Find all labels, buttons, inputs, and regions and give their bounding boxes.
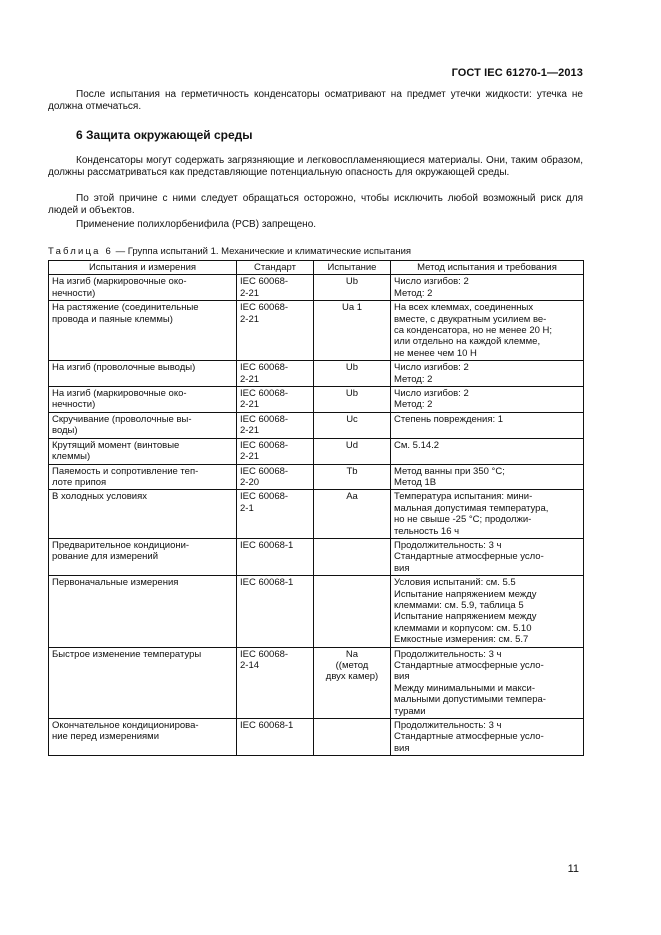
test-name-cell: Предварительное кондициони- рование для измерений xyxy=(49,538,237,575)
standard-cell: IEC 60068- 2-1 xyxy=(237,490,314,539)
test-name-cell: На растяжение (соединительные провода и паяные клеммы) xyxy=(49,301,237,361)
method-cell: См. 5.14.2 xyxy=(391,438,584,464)
test-name-cell: Паяемость и сопротивление теп- лоте припоя xyxy=(49,464,237,490)
test-name-cell: В холодных условиях xyxy=(49,490,237,539)
method-cell: Условия испытаний: см. 5.5 Испытание напряжением между клеммами: см. 5.9, таблица 5 Испытание напряжением между клеммами и корпусом: см. 5.10 Емкостные измерения: см. 5.7 xyxy=(391,576,584,647)
paragraph-leak-inspection: После испытания на герметичность конденсаторы осматривают на предмет утечки жидкости: утечка не должна отмечаться. xyxy=(48,89,583,112)
standard-cell: IEC 60068- 2-21 xyxy=(237,301,314,361)
table-caption-prefix: Таблица 6 xyxy=(48,246,113,257)
paragraph-hazard: Конденсаторы могут содержать загрязняющие и легковоспламеняющиеся материалы. Они, таким образом, должны рассматриваться как представляющие потенциальную опасность для окружающей среды. xyxy=(48,155,583,178)
table-row xyxy=(49,275,584,301)
standard-cell: IEC 60068- 2-21 xyxy=(237,387,314,413)
document-code-header: ГОСТ IEC 61270-1—2013 xyxy=(451,67,583,79)
test-code-cell: Ua 1 xyxy=(314,301,391,361)
test-name-cell: Первоначальные измерения xyxy=(49,576,237,647)
standard-cell: IEC 60068-1 xyxy=(237,719,314,756)
table-caption xyxy=(48,246,411,257)
standard-cell: IEC 60068-1 xyxy=(237,576,314,647)
test-code-cell: Na ((метод двух камер) xyxy=(314,647,391,718)
table-row xyxy=(49,301,584,361)
standard-cell: IEC 60068- 2-21 xyxy=(237,438,314,464)
method-cell: На всех клеммах, соединенных вместе, с двукратным усилием ве- са конденсатора, но не менее 20 Н; или отдельно на каждой клемме, не менее чем 10 Н xyxy=(391,301,584,361)
table-row xyxy=(49,719,584,756)
header-tests: Испытания и измерения xyxy=(49,261,237,275)
standard-cell: IEC 60068- 2-21 xyxy=(237,361,314,387)
test-name-cell: Крутящий момент (винтовые клеммы) xyxy=(49,438,237,464)
standard-cell: IEC 60068-1 xyxy=(237,538,314,575)
header-method: Метод испытания и требования xyxy=(391,261,584,275)
method-cell: Метод ванны при 350 °C; Метод 1В xyxy=(391,464,584,490)
test-code-cell: Aa xyxy=(314,490,391,539)
standard-cell: IEC 60068- 2-21 xyxy=(237,412,314,438)
test-code-cell xyxy=(314,538,391,575)
section-title: 6 Защита окружающей среды xyxy=(76,128,253,142)
test-name-cell: Окончательное кондиционирова- ние перед измерениями xyxy=(49,719,237,756)
standard-cell: IEC 60068- 2-14 xyxy=(237,647,314,718)
table-row xyxy=(49,438,584,464)
page-number: 11 xyxy=(567,863,579,875)
test-group-table xyxy=(48,260,584,756)
test-code-cell: Ud xyxy=(314,438,391,464)
header-standard: Стандарт xyxy=(237,261,314,275)
method-cell: Число изгибов: 2 Метод: 2 xyxy=(391,361,584,387)
table-row xyxy=(49,361,584,387)
table-row xyxy=(49,647,584,718)
test-code-cell: Ub xyxy=(314,361,391,387)
standard-cell: IEC 60068- 2-20 xyxy=(237,464,314,490)
paragraph-caution: По этой причине с ними следует обращаться осторожно, чтобы исключить любой возможный риск для людей и объектов. xyxy=(48,193,583,216)
test-code-cell: Ub xyxy=(314,387,391,413)
test-name-cell: На изгиб (маркировочные око- нечности) xyxy=(49,275,237,301)
test-name-cell: Скручивание (проволочные вы- воды) xyxy=(49,412,237,438)
table-row xyxy=(49,412,584,438)
header-test-code: Испытание xyxy=(314,261,391,275)
method-cell: Число изгибов: 2 Метод: 2 xyxy=(391,387,584,413)
test-name-cell: Быстрое изменение температуры xyxy=(49,647,237,718)
table-row xyxy=(49,387,584,413)
method-cell: Температура испытания: мини- мальная допустимая температура, но не свыше -25 °C; продолжи- тельность 16 ч xyxy=(391,490,584,539)
table-row xyxy=(49,464,584,490)
paragraph-pcb: Применение полихлорбенифила (PCB) запрещено. xyxy=(76,219,317,230)
table-row xyxy=(49,490,584,539)
test-name-cell: На изгиб (проволочные выводы) xyxy=(49,361,237,387)
method-cell: Продолжительность: 3 ч Стандартные атмосферные усло- вия Между минимальными и макси- мальными допустимыми темпера- турами xyxy=(391,647,584,718)
test-code-cell: Ub xyxy=(314,275,391,301)
table-row xyxy=(49,538,584,575)
table-header-row xyxy=(49,261,584,275)
test-code-cell: Tb xyxy=(314,464,391,490)
test-code-cell: Uc xyxy=(314,412,391,438)
test-name-cell: На изгиб (маркировочные око- нечности) xyxy=(49,387,237,413)
method-cell: Число изгибов: 2 Метод: 2 xyxy=(391,275,584,301)
method-cell: Продолжительность: 3 ч Стандартные атмосферные усло- вия xyxy=(391,719,584,756)
test-code-cell xyxy=(314,719,391,756)
method-cell: Степень повреждения: 1 xyxy=(391,412,584,438)
table-caption-text: — Группа испытаний 1. Механические и климатические испытания xyxy=(112,246,412,257)
method-cell: Продолжительность: 3 ч Стандартные атмосферные усло- вия xyxy=(391,538,584,575)
standard-cell: IEC 60068- 2-21 xyxy=(237,275,314,301)
table-row xyxy=(49,576,584,647)
test-code-cell xyxy=(314,576,391,647)
